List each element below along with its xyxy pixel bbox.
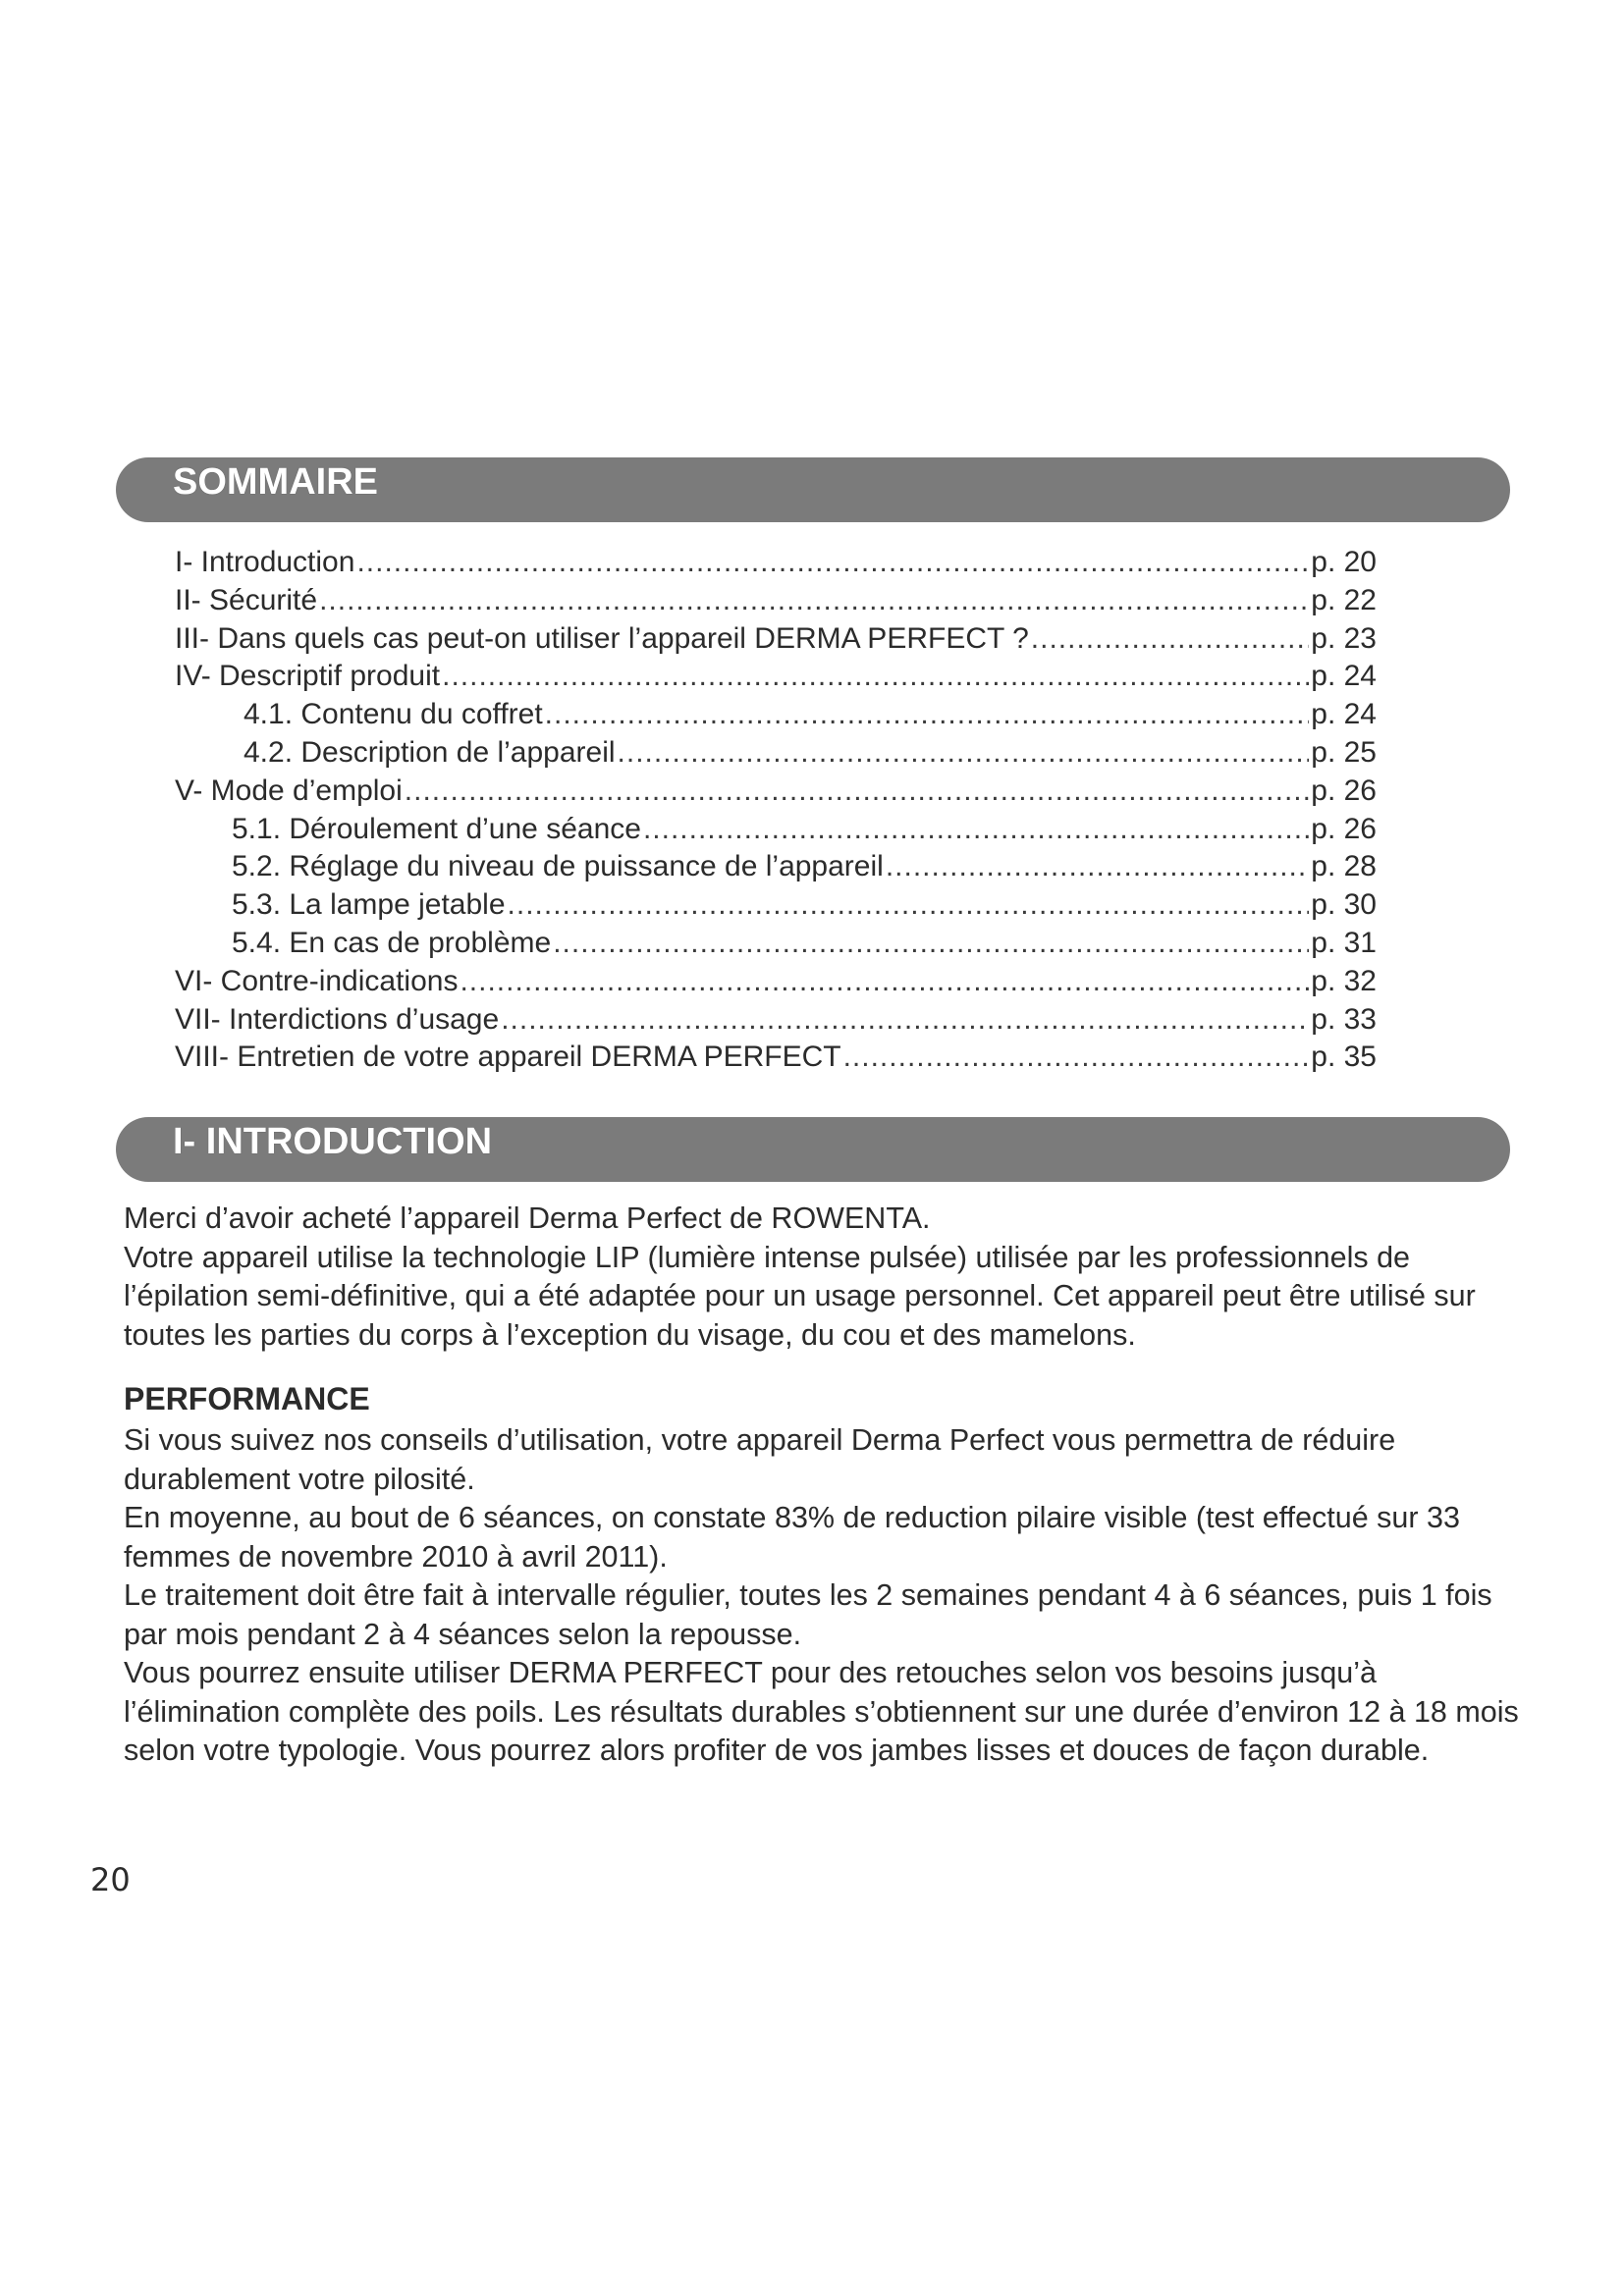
toc-entry-label: 4.2. Description de l’appareil [244,735,616,769]
toc-subentry[interactable] [175,734,1377,773]
toc-subentry[interactable] [175,811,1377,849]
toc-entry-label: V- Mode d’emploi [175,774,403,807]
toc-entry-page: p. 26 [1311,774,1377,807]
toc-entry[interactable] [175,1039,1377,1077]
performance-paragraph: Le traitement doit être fait à intervalle régulier, toutes les 2 semaines pendant 4 à 6 séances, puis 1 fois par mois pendant 2 à 4 séances selon la repousse. [124,1578,1492,1651]
intro-paragraph: Merci d’avoir acheté l’appareil Derma Perfect de ROWENTA. [124,1201,931,1235]
toc-entry-label: VI- Contre-indications [175,964,459,997]
toc-entry[interactable] [175,963,1377,1001]
toc-entry-page: p. 31 [1311,926,1377,959]
toc-entry-page: p. 24 [1311,660,1377,693]
toc-entry-label: IV- Descriptif produit [175,660,441,693]
toc-leader [501,1001,1309,1040]
toc-entry-page: p. 25 [1311,735,1377,769]
introduction-title: I- INTRODUCTION [173,1121,493,1162]
page-number: 20 [90,1861,131,1898]
toc-subentry[interactable] [175,886,1377,925]
intro-paragraph: Votre appareil utilise la technologie LIP (lumière intense pulsée) utilisée par les professionnels de l’épilation semi-définitive, qui a été adaptée pour un usage personnel. Cet appareil peut être utilisé sur toutes les parties du corps à l’exception du visage, du cou et des mamelons. [124,1240,1476,1352]
sommaire-title: SOMMAIRE [173,461,378,503]
toc-entry-page: p. 26 [1311,812,1377,845]
toc-leader [618,734,1310,773]
toc-leader [886,848,1309,886]
toc-entry-label: 5.2. Réglage du niveau de puissance de l’appareil [232,850,884,883]
toc-leader [442,658,1309,696]
toc-entry-page: p. 35 [1311,1041,1377,1074]
performance-paragraph: Vous pourrez ensuite utiliser DERMA PERFECT pour des retouches selon vos besoins jusqu’à l’élimination complète des poils. Les résultats durables s’obtiennent sur une durée d’environ 12 à 18 mois selon votre typologie. Vous pourrez alors profiter de vos jambes lisses et douces de façon durable. [124,1656,1519,1767]
toc-leader [545,696,1310,734]
toc-entry[interactable] [175,582,1377,620]
toc-entry-page: p. 32 [1311,964,1377,997]
toc-entry-label: VII- Interdictions d’usage [175,1002,500,1036]
toc-subentry[interactable] [175,925,1377,963]
toc-entry-label: III- Dans quels cas peut-on utiliser l’appareil DERMA PERFECT ? [175,621,1029,655]
toc-entry-label: 5.4. En cas de problème [232,926,552,959]
toc-entry-page: p. 28 [1311,850,1377,883]
toc-leader [843,1039,1310,1077]
toc-entry[interactable] [175,658,1377,696]
toc-entry[interactable] [175,620,1377,659]
toc-leader [508,886,1310,925]
toc-entry-label: 4.1. Contenu du coffret [244,698,543,731]
table-of-contents [175,544,1377,1077]
toc-entry-label: I- Introduction [175,546,355,578]
toc-entry[interactable] [175,773,1377,811]
toc-entry-page: p. 24 [1311,698,1377,731]
performance-paragraph: Si vous suivez nos conseils d’utilisation, votre appareil Derma Perfect vous permettra de réduire durablement votre pilosité. [124,1423,1396,1496]
toc-entry-label: VIII- Entretien de votre appareil DERMA PERFECT [175,1041,841,1074]
performance-paragraph: En moyenne, au bout de 6 séances, on constate 83% de reduction pilaire visible (test effectué sur 33 femmes de novembre 2010 à avril 2011). [124,1501,1460,1574]
introduction-banner [116,1117,1510,1182]
toc-leader [553,925,1309,963]
toc-subentry[interactable] [175,848,1377,886]
toc-leader [643,811,1309,849]
toc-entry-page: p. 23 [1311,621,1377,655]
toc-leader [356,544,1309,582]
toc-leader [319,582,1309,620]
toc-entry-page: p. 30 [1311,888,1377,922]
toc-entry-label: II- Sécurité [175,583,318,616]
toc-entry-page: p. 33 [1311,1002,1377,1036]
toc-entry-page: p. 22 [1311,583,1377,616]
sommaire-banner [116,457,1510,522]
toc-entry[interactable] [175,1001,1377,1040]
performance-heading: PERFORMANCE [124,1381,370,1416]
toc-subentry[interactable] [175,696,1377,734]
toc-entry-page: p. 20 [1311,546,1377,578]
toc-entry[interactable] [175,544,1377,582]
introduction-body [124,1200,1538,1771]
toc-leader [460,963,1309,1001]
toc-leader [405,773,1309,811]
toc-entry-label: 5.1. Déroulement d’une séance [232,812,641,845]
toc-entry-label: 5.3. La lampe jetable [232,888,506,922]
toc-leader [1031,620,1309,659]
